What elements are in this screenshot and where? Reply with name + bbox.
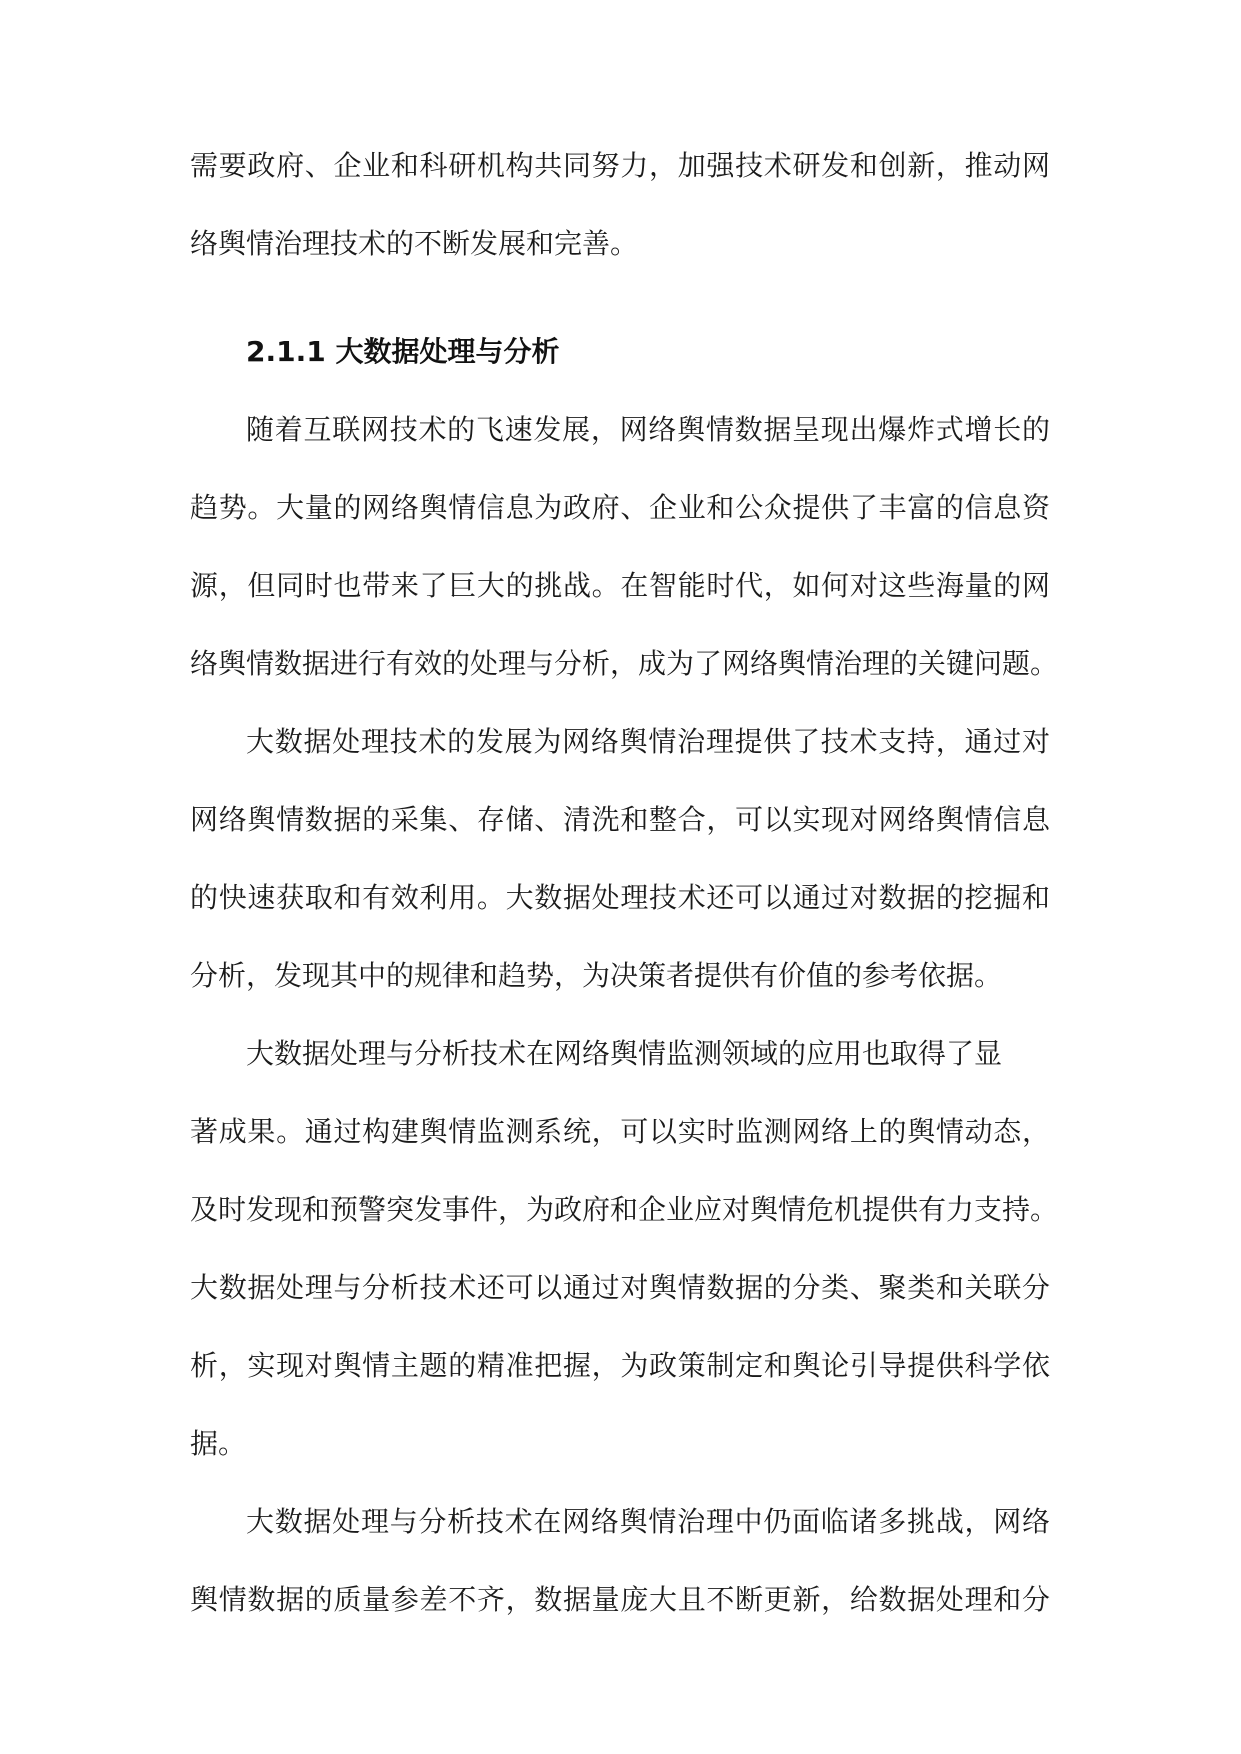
paragraph-line: 络舆情治理技术的不断发展和完善。: [190, 227, 639, 260]
paragraph-line: 著成果。通过构建舆情监测系统，可以实时监测网络上的舆情动态，: [190, 1115, 1050, 1148]
paragraph-line: 源，但同时也带来了巨大的挑战。在智能时代，如何对这些海量的网: [190, 569, 1050, 602]
paragraph-line: 据。: [190, 1427, 247, 1460]
paragraph-line: 分析，发现其中的规律和趋势，为决策者提供有价值的参考依据。: [190, 959, 1003, 992]
paragraph-line: 网络舆情数据的采集、存储、清洗和整合，可以实现对网络舆情信息: [190, 803, 1050, 836]
paragraph-line: 随着互联网技术的飞速发展，网络舆情数据呈现出爆炸式增长的: [246, 413, 1050, 446]
paragraph-line: 大数据处理与分析技术在网络舆情监测领域的应用也取得了显: [246, 1037, 1003, 1070]
paragraph-line: 大数据处理与分析技术在网络舆情治理中仍面临诸多挑战，网络: [246, 1505, 1050, 1538]
paragraph-line: 舆情数据的质量参差不齐，数据量庞大且不断更新，给数据处理和分: [190, 1583, 1050, 1616]
paragraph-line: 及时发现和预警突发事件，为政府和企业应对舆情危机提供有力支持。: [190, 1193, 1059, 1226]
paragraph-line: 需要政府、企业和科研机构共同努力，加强技术研发和创新，推动网: [190, 149, 1050, 182]
paragraph-line: 的快速获取和有效利用。大数据处理技术还可以通过对数据的挖掘和: [190, 881, 1050, 914]
paragraph-line: 络舆情数据进行有效的处理与分析，成为了网络舆情治理的关键问题。: [190, 647, 1059, 680]
section-heading: 2.1.1 大数据处理与分析: [246, 335, 560, 368]
paragraph-line: 大数据处理与分析技术还可以通过对舆情数据的分类、聚类和关联分: [190, 1271, 1050, 1304]
paragraph-line: 析，实现对舆情主题的精准把握，为政策制定和舆论引导提供科学依: [190, 1349, 1050, 1382]
paragraph-line: 趋势。大量的网络舆情信息为政府、企业和公众提供了丰富的信息资: [190, 491, 1050, 524]
paragraph-line: 大数据处理技术的发展为网络舆情治理提供了技术支持，通过对: [246, 725, 1050, 758]
